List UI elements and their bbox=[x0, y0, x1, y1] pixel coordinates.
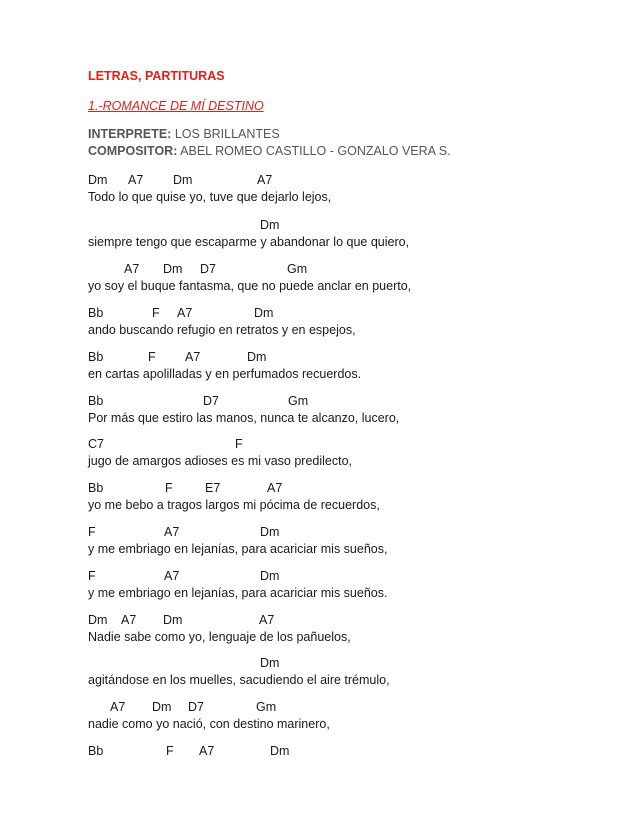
chord: Dm bbox=[163, 613, 183, 627]
chord: Dm bbox=[88, 613, 108, 627]
lyric-line: en cartas apolilladas y en perfumados recuerdos. bbox=[88, 367, 362, 381]
chord: Dm bbox=[88, 173, 108, 187]
chord-line bbox=[88, 437, 628, 454]
chord: Dm bbox=[152, 700, 172, 714]
lyric-line: Todo lo que quise yo, tuve que dejarlo lejos, bbox=[88, 190, 332, 204]
chord: Gm bbox=[256, 700, 277, 714]
interprete-value: LOS BRILLANTES bbox=[174, 127, 280, 141]
chord: D7 bbox=[200, 262, 216, 276]
chord: F bbox=[88, 569, 96, 583]
chord-line bbox=[88, 481, 628, 498]
lyric-line: yo soy el buque fantasma, que no puede anclar en puerto, bbox=[88, 279, 412, 293]
chord: Dm bbox=[270, 744, 290, 758]
chord: Gm bbox=[287, 262, 308, 276]
chord: F bbox=[88, 525, 96, 539]
chord: D7 bbox=[203, 394, 219, 408]
chord-line bbox=[88, 394, 628, 411]
chord-line bbox=[88, 262, 628, 279]
chord-line bbox=[88, 656, 628, 673]
chord: Dm bbox=[163, 262, 183, 276]
chord: Bb bbox=[88, 350, 104, 364]
chord: A7 bbox=[121, 613, 137, 627]
lyric-line: Nadie sabe como yo, lenguaje de los pañuelos, bbox=[88, 630, 351, 644]
chord: A7 bbox=[124, 262, 140, 276]
chord-line bbox=[88, 173, 628, 190]
lyric-line: siempre tengo que escaparme y abandonar lo que quiero, bbox=[88, 235, 410, 249]
lyric-line: agitándose en los muelles, sacudiendo el aire trémulo, bbox=[88, 673, 390, 687]
lyric-line: y me embriago en lejanías, para acariciar mis sueños, bbox=[88, 542, 388, 556]
chord: Dm bbox=[260, 525, 280, 539]
chord: F bbox=[152, 306, 160, 320]
chord: D7 bbox=[188, 700, 204, 714]
chord: Dm bbox=[260, 569, 280, 583]
chord-line bbox=[88, 306, 628, 323]
chord: A7 bbox=[259, 613, 275, 627]
chord: A7 bbox=[185, 350, 201, 364]
chord: E7 bbox=[205, 481, 221, 495]
interprete-line bbox=[88, 127, 280, 141]
compositor-label: COMPOSITOR: bbox=[88, 144, 178, 158]
chord: A7 bbox=[164, 525, 180, 539]
chord-line bbox=[88, 350, 628, 367]
lyric-line: yo me bebo a tragos largos mi pócima de recuerdos, bbox=[88, 498, 380, 512]
chord: A7 bbox=[177, 306, 193, 320]
lyric-line: Por más que estiro las manos, nunca te alcanzo, lucero, bbox=[88, 411, 400, 425]
chord-line bbox=[88, 744, 628, 761]
chord: Dm bbox=[173, 173, 193, 187]
chord: A7 bbox=[164, 569, 180, 583]
chord: F bbox=[148, 350, 156, 364]
chord: C7 bbox=[88, 437, 104, 451]
lyric-line: nadie como yo nació, con destino marinero, bbox=[88, 717, 330, 731]
compositor-line bbox=[88, 144, 451, 158]
chord: A7 bbox=[199, 744, 215, 758]
chord-line bbox=[88, 700, 628, 717]
chord: A7 bbox=[128, 173, 144, 187]
section-heading: LETRAS, PARTITURAS bbox=[88, 69, 225, 83]
chord: Bb bbox=[88, 481, 104, 495]
chord: Dm bbox=[260, 218, 280, 232]
compositor-value: ABEL ROMEO CASTILLO - GONZALO VERA S. bbox=[180, 144, 451, 158]
chord: F bbox=[165, 481, 173, 495]
chord: Bb bbox=[88, 744, 104, 758]
lyric-line: ando buscando refugio en retratos y en espejos, bbox=[88, 323, 356, 337]
interprete-label: INTERPRETE: bbox=[88, 127, 172, 141]
chord: A7 bbox=[257, 173, 273, 187]
chord: Bb bbox=[88, 394, 104, 408]
chord: Dm bbox=[247, 350, 267, 364]
chord: Dm bbox=[254, 306, 274, 320]
chord: Bb bbox=[88, 306, 104, 320]
chord-line bbox=[88, 218, 628, 235]
chord: A7 bbox=[267, 481, 283, 495]
lyric-line: jugo de amargos adioses es mi vaso predilecto, bbox=[88, 454, 353, 468]
chord: Gm bbox=[288, 394, 309, 408]
chord-line bbox=[88, 613, 628, 630]
chord: F bbox=[166, 744, 174, 758]
chord-line bbox=[88, 569, 628, 586]
chord: A7 bbox=[110, 700, 126, 714]
song-title-link[interactable]: 1.-ROMANCE DE MÍ DESTINO bbox=[88, 99, 264, 113]
lyric-line: y me embriago en lejanías, para acariciar mis sueños. bbox=[88, 586, 388, 600]
chord: Dm bbox=[260, 656, 280, 670]
chord-line bbox=[88, 525, 628, 542]
chord: F bbox=[235, 437, 243, 451]
